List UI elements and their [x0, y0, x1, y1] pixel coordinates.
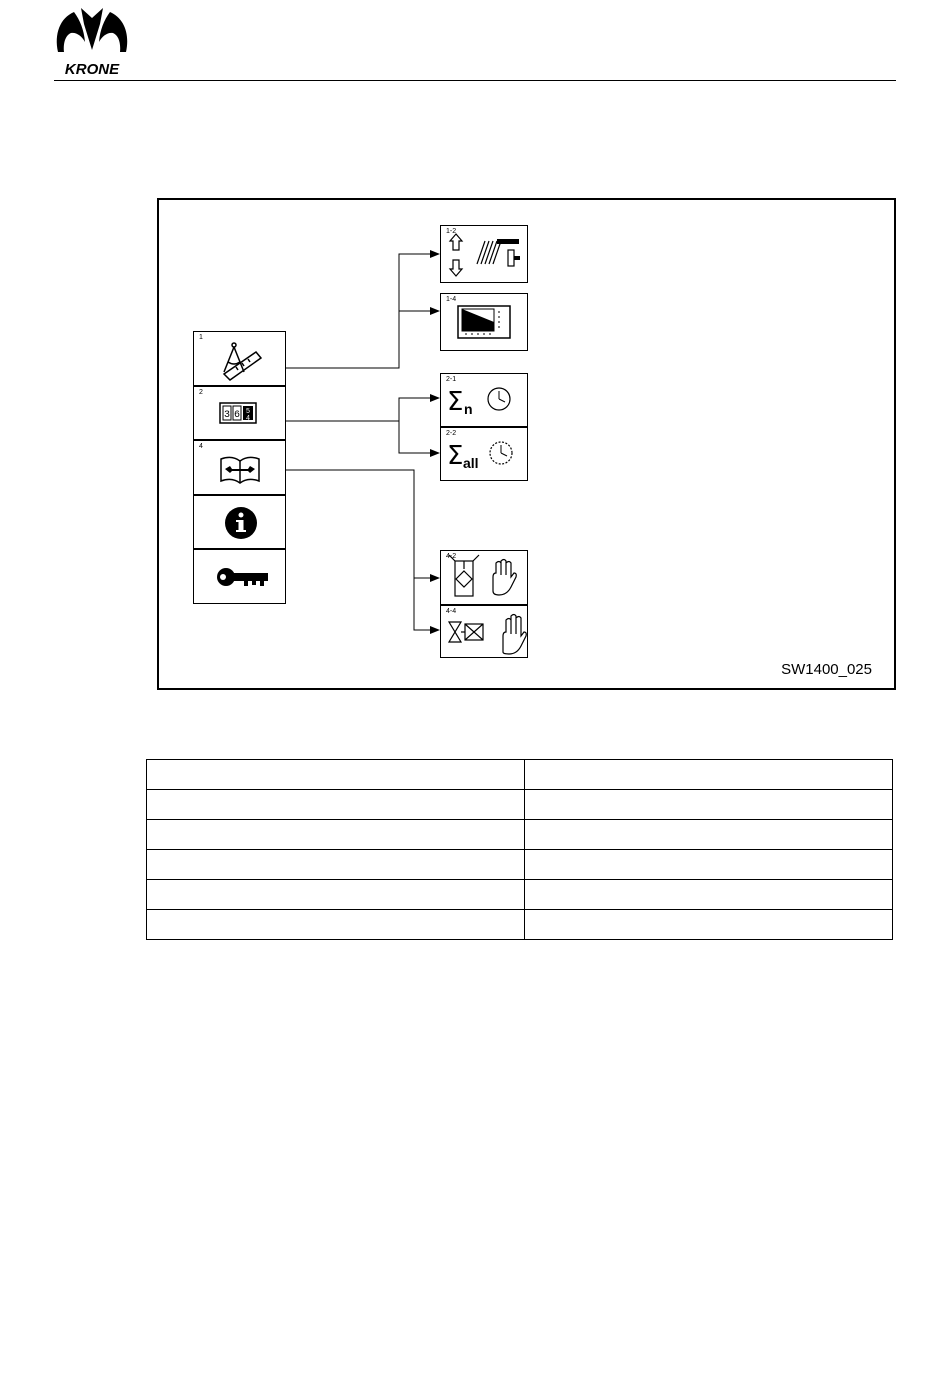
krone-logo	[54, 4, 130, 76]
table-cell	[147, 910, 525, 940]
menu-number: 1	[199, 334, 203, 341]
arrow-head	[430, 449, 440, 457]
table-cell	[147, 880, 525, 910]
table-cell	[147, 850, 525, 880]
sum-label: n	[464, 401, 473, 417]
sigma-symbol: Σ	[447, 441, 464, 471]
table-row	[147, 850, 893, 880]
table-cell	[147, 790, 525, 820]
counter-digit: 5	[245, 408, 251, 416]
table-row	[147, 790, 893, 820]
table-cell	[147, 760, 525, 790]
arrow-head	[430, 250, 440, 258]
arrow-head	[430, 307, 440, 315]
figure-reference-code: SW1400_025	[781, 661, 872, 678]
table-cell	[525, 880, 893, 910]
info-icon	[194, 496, 287, 550]
menu-number: 4-4	[446, 608, 457, 615]
legend-table	[146, 759, 893, 940]
sub-menu-1-2[interactable]	[440, 225, 528, 283]
counter-digit: 3	[223, 410, 231, 421]
arrow-head	[430, 626, 440, 634]
sum-n-clock-icon	[441, 374, 529, 428]
menu-number: 1-2	[446, 228, 457, 235]
sensor-manual-icon	[441, 551, 529, 606]
sub-menu-2-2[interactable]	[440, 427, 528, 481]
main-menu-2[interactable]	[193, 386, 286, 440]
compass-ruler-icon	[194, 332, 287, 387]
table-row	[147, 820, 893, 850]
table-cell	[525, 790, 893, 820]
counter-display-icon	[194, 387, 287, 441]
main-menu-1[interactable]	[193, 331, 286, 386]
table-cell	[525, 910, 893, 940]
menu-structure-figure	[157, 198, 896, 690]
menu-number: 2-2	[446, 430, 457, 437]
manual-wrench-icon	[194, 441, 287, 496]
arrow-head	[430, 574, 440, 582]
main-menu-info[interactable]	[193, 495, 286, 549]
header-divider	[54, 80, 896, 81]
menu-number: 4	[199, 443, 203, 450]
table-row	[147, 760, 893, 790]
table-row	[147, 910, 893, 940]
menu-number: 4-2	[446, 553, 457, 560]
table-cell	[147, 820, 525, 850]
arrow-head	[430, 394, 440, 402]
display-brightness-icon	[441, 294, 529, 352]
sub-menu-2-1[interactable]	[440, 373, 528, 427]
sum-all-clock-icon	[441, 428, 529, 482]
menu-number: 1-4	[446, 296, 457, 303]
menu-number: 2	[199, 389, 203, 396]
sub-menu-4-4[interactable]	[440, 605, 528, 658]
table-row	[147, 880, 893, 910]
menu-number: 2-1	[446, 376, 457, 383]
key-icon	[194, 550, 287, 605]
brand-text: KRONE	[64, 61, 120, 76]
sum-label: all	[463, 455, 479, 471]
sub-menu-1-4[interactable]	[440, 293, 528, 351]
valve-manual-icon	[441, 606, 529, 659]
counter-digit: 4	[245, 415, 251, 423]
table-cell	[525, 760, 893, 790]
table-cell	[525, 850, 893, 880]
sub-menu-4-2[interactable]	[440, 550, 528, 605]
counter-digit: 6	[233, 410, 241, 421]
main-menu-4[interactable]	[193, 440, 286, 495]
sigma-symbol: Σ	[447, 387, 464, 417]
up-down-knife-icon	[441, 226, 529, 284]
main-menu-key[interactable]	[193, 549, 286, 604]
table-cell	[525, 820, 893, 850]
